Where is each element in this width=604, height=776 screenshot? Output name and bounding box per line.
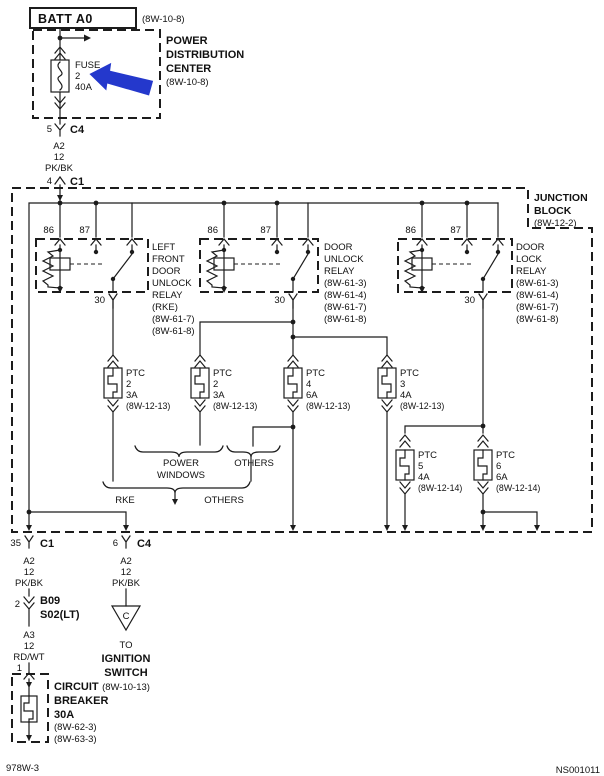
ptc-1 bbox=[104, 355, 170, 481]
arrowhead bbox=[26, 735, 32, 741]
wire-gauge: 12 bbox=[53, 152, 65, 163]
branch-label: POWER bbox=[163, 458, 199, 469]
pin30-label: 30 bbox=[94, 295, 105, 306]
exit-arrowhead bbox=[534, 525, 540, 531]
wire-gauge: 12 bbox=[23, 567, 35, 578]
ptc-label: PTC bbox=[400, 368, 419, 379]
power-distribution-center bbox=[33, 28, 244, 118]
wire-gauge: 12 bbox=[23, 641, 35, 652]
ptc-5 bbox=[396, 435, 462, 531]
connector-chevron bbox=[55, 177, 65, 184]
junction-dot bbox=[420, 248, 424, 252]
ptc-rating: 4A bbox=[400, 390, 412, 401]
branch-label: OTHERS bbox=[204, 495, 244, 506]
ptc-number: 5 bbox=[418, 461, 424, 472]
breaker-label: BREAKER bbox=[54, 695, 109, 707]
relay-2-door-unlock bbox=[200, 203, 367, 325]
brace bbox=[135, 446, 223, 457]
relay-ref: (8W-61-8) bbox=[324, 314, 367, 325]
wire-color: PK/BK bbox=[15, 578, 43, 589]
wire-color: PK/BK bbox=[45, 163, 73, 174]
relay-label: DOOR bbox=[324, 242, 353, 253]
pin86-label: 86 bbox=[43, 225, 54, 236]
pin30-label: 30 bbox=[464, 295, 475, 306]
relay-ref: (8W-61-7) bbox=[152, 314, 195, 325]
relay-ref: (8W-61-7) bbox=[516, 302, 559, 313]
wire bbox=[200, 322, 293, 355]
relay-label: UNLOCK bbox=[152, 278, 192, 289]
relay-ref: (8W-61-8) bbox=[152, 326, 195, 337]
wire-color: PK/BK bbox=[112, 578, 140, 589]
splice-name: B09 bbox=[40, 595, 61, 607]
fuse-label: FUSE bbox=[75, 60, 101, 71]
down-chevrons bbox=[195, 400, 205, 412]
exit-arrowhead bbox=[123, 525, 129, 531]
destination-label: IGNITION bbox=[101, 653, 151, 665]
wire-circuit: A2 bbox=[23, 556, 35, 567]
wire bbox=[293, 337, 387, 355]
connector-fork bbox=[122, 536, 130, 548]
connector-fork bbox=[25, 536, 33, 548]
up-chevrons bbox=[195, 355, 205, 367]
ptc-2 bbox=[191, 355, 257, 445]
destination-label: SWITCH bbox=[104, 667, 148, 679]
down-chevrons bbox=[400, 482, 410, 494]
switch-arm bbox=[113, 254, 132, 279]
junction-dot bbox=[58, 248, 62, 252]
ptc-number: 6 bbox=[496, 461, 502, 472]
pin87-label: 87 bbox=[450, 225, 461, 236]
splice-chevrons bbox=[24, 597, 34, 609]
offpage-letter: C bbox=[122, 611, 130, 622]
connector-pin: 4 bbox=[46, 176, 52, 187]
destination-ref: (8W-10-13) bbox=[102, 682, 150, 693]
connector-name: C1 bbox=[70, 176, 85, 188]
relay-label: FRONT bbox=[152, 254, 185, 265]
ptc-label: PTC bbox=[306, 368, 325, 379]
relay-label: UNLOCK bbox=[324, 254, 364, 265]
branch-arrowhead bbox=[84, 35, 91, 42]
ptc-number: 3 bbox=[400, 379, 406, 390]
jb-ref: (8W-12-2) bbox=[534, 218, 577, 229]
connector-pin: 6 bbox=[112, 538, 118, 549]
ptc-ref: (8W-12-13) bbox=[126, 401, 171, 411]
relay-label: DOOR bbox=[516, 242, 545, 253]
ptc-rating: 6A bbox=[306, 390, 318, 401]
contact-dot bbox=[94, 250, 98, 254]
exit-arrowhead bbox=[402, 525, 408, 531]
ptc-element bbox=[195, 368, 204, 398]
ptc-label: PTC bbox=[418, 450, 437, 461]
ptc-label: PTC bbox=[126, 368, 145, 379]
ptc-element bbox=[288, 368, 297, 398]
ptc-4 bbox=[378, 355, 444, 531]
wire-color: RD/WT bbox=[13, 652, 45, 663]
branch-label: WINDOWS bbox=[156, 470, 206, 481]
pin86-label: 86 bbox=[207, 225, 218, 236]
ptc-ref: (8W-12-14) bbox=[496, 483, 541, 493]
breaker-element bbox=[24, 696, 33, 722]
pdc-title: POWER bbox=[166, 35, 208, 47]
connector-fork bbox=[55, 124, 65, 136]
exit-arrowhead bbox=[290, 525, 296, 531]
ptc-rating: 4A bbox=[418, 472, 430, 483]
connector-name: C1 bbox=[40, 538, 55, 550]
branch-groups bbox=[103, 446, 280, 506]
battery-ref: (8W-10-8) bbox=[142, 14, 185, 25]
relay-ref: (8W-61-7) bbox=[324, 302, 367, 313]
wire bbox=[405, 426, 483, 433]
brace bbox=[227, 446, 280, 457]
breaker-pin: 1 bbox=[16, 663, 22, 674]
pin87-label: 87 bbox=[260, 225, 271, 236]
arrowhead bbox=[26, 682, 32, 688]
footer-doc-code: NS001011 bbox=[555, 765, 600, 776]
wire-circuit: A2 bbox=[120, 556, 132, 567]
exit-arrowhead bbox=[480, 525, 486, 531]
pdc-ref: (8W-10-8) bbox=[166, 77, 209, 88]
relay-label: LEFT bbox=[152, 242, 176, 253]
wire-circuit: A3 bbox=[23, 630, 35, 641]
up-chevrons bbox=[382, 355, 392, 367]
fuse-element bbox=[58, 62, 62, 90]
battery-feed bbox=[30, 8, 185, 28]
jb-title: BLOCK bbox=[534, 205, 572, 217]
connector-pin: 5 bbox=[46, 124, 52, 135]
ptc-ref: (8W-12-13) bbox=[213, 401, 258, 411]
ptc-number: 2 bbox=[126, 379, 132, 390]
branch-label: OTHERS bbox=[234, 458, 274, 469]
ptc-ref: (8W-12-13) bbox=[400, 401, 445, 411]
feed-branch bbox=[26, 510, 129, 531]
relay-box bbox=[200, 239, 318, 292]
coil-resistor bbox=[405, 250, 422, 288]
ptc-ref: (8W-12-13) bbox=[306, 401, 351, 411]
connector-name: C4 bbox=[137, 538, 152, 550]
ptc-rating: 6A bbox=[496, 472, 508, 483]
brace bbox=[103, 482, 250, 493]
exit-arrowhead bbox=[26, 525, 32, 531]
relay-label: (RKE) bbox=[152, 302, 178, 313]
ptc-rating: 3A bbox=[213, 390, 225, 401]
down-chevrons bbox=[382, 400, 392, 412]
contact-dot bbox=[465, 250, 469, 254]
left-exit-circuit bbox=[10, 536, 108, 745]
coil-resistor bbox=[43, 250, 60, 288]
relay-label: RELAY bbox=[152, 290, 183, 301]
wire-gauge: 12 bbox=[120, 567, 132, 578]
wire bbox=[253, 427, 293, 446]
ptc-ref: (8W-12-14) bbox=[418, 483, 463, 493]
circuit-breaker bbox=[12, 674, 108, 745]
pin86-label: 86 bbox=[405, 225, 416, 236]
pin30-label: 30 bbox=[274, 295, 285, 306]
wire bbox=[29, 512, 126, 526]
breaker-label: CIRCUIT bbox=[54, 681, 99, 693]
up-chevrons bbox=[108, 355, 118, 367]
down-chevrons bbox=[108, 400, 118, 412]
ptc-rating: 3A bbox=[126, 390, 138, 401]
ptc-element bbox=[108, 368, 117, 398]
up-chevrons bbox=[478, 435, 488, 447]
relay-ref: (8W-61-4) bbox=[516, 290, 559, 301]
coil-resistor bbox=[207, 250, 224, 288]
ptc-6 bbox=[474, 435, 540, 531]
relay-label: LOCK bbox=[516, 254, 542, 265]
ptc-element bbox=[382, 368, 391, 398]
relay-ref: (8W-61-8) bbox=[516, 314, 559, 325]
footer-sheet-code: 978W-3 bbox=[6, 763, 40, 774]
ptc-element bbox=[478, 450, 487, 480]
right-exit-circuit bbox=[102, 536, 152, 693]
pin87-label: 87 bbox=[79, 225, 90, 236]
breaker-rating: 30A bbox=[54, 709, 75, 721]
switch-arm bbox=[293, 254, 308, 279]
wire-circuit: A2 bbox=[53, 141, 65, 152]
breaker-ref: (8W-62-3) bbox=[54, 722, 97, 733]
up-chevrons bbox=[400, 435, 410, 447]
relay-label: RELAY bbox=[324, 266, 355, 277]
ptc-label: PTC bbox=[213, 368, 232, 379]
footer bbox=[6, 763, 600, 776]
branch-label: RKE bbox=[115, 495, 135, 506]
connector-name: C4 bbox=[70, 124, 85, 136]
jb-title: JUNCTION bbox=[534, 192, 588, 204]
contact-dot bbox=[275, 250, 279, 254]
fuse-number: 2 bbox=[75, 71, 81, 82]
ptc-element bbox=[400, 450, 409, 480]
pdc-title: CENTER bbox=[166, 63, 212, 75]
wire bbox=[483, 512, 537, 526]
relay-ref: (8W-61-4) bbox=[324, 290, 367, 301]
junction-dot bbox=[222, 248, 226, 252]
relay-label: RELAY bbox=[516, 266, 547, 277]
feed-wire-labels bbox=[45, 141, 74, 174]
ptc-3 bbox=[253, 355, 350, 531]
connector-c1-top bbox=[47, 176, 84, 203]
up-chevrons bbox=[288, 355, 298, 367]
breaker-ref: (8W-63-3) bbox=[54, 734, 97, 745]
ptc-number: 2 bbox=[213, 379, 219, 390]
pdc-title: DISTRIBUTION bbox=[166, 49, 245, 61]
fuse-rating: 40A bbox=[75, 82, 92, 93]
arrowhead bbox=[172, 499, 178, 505]
relay-1-left-front-door-unlock bbox=[36, 203, 195, 337]
battery-label: BATT A0 bbox=[38, 12, 93, 26]
down-chevrons bbox=[288, 400, 298, 412]
ptc-number: 4 bbox=[306, 379, 312, 390]
relay-ref: (8W-61-3) bbox=[324, 278, 367, 289]
down-chevrons bbox=[478, 482, 488, 494]
splice-pin: 2 bbox=[14, 599, 20, 610]
splice-name2: S02(LT) bbox=[40, 609, 80, 621]
connector-c4-top bbox=[47, 118, 85, 136]
connector-pin: 35 bbox=[10, 538, 21, 549]
junction-block bbox=[12, 188, 592, 532]
ptc-label: PTC bbox=[496, 450, 515, 461]
switch-arm bbox=[483, 254, 498, 279]
relay-ref: (8W-61-3) bbox=[516, 278, 559, 289]
exit-arrowhead bbox=[384, 525, 390, 531]
arrowhead bbox=[57, 195, 63, 201]
relay-label: DOOR bbox=[152, 266, 181, 277]
destination-intro: TO bbox=[119, 640, 133, 651]
